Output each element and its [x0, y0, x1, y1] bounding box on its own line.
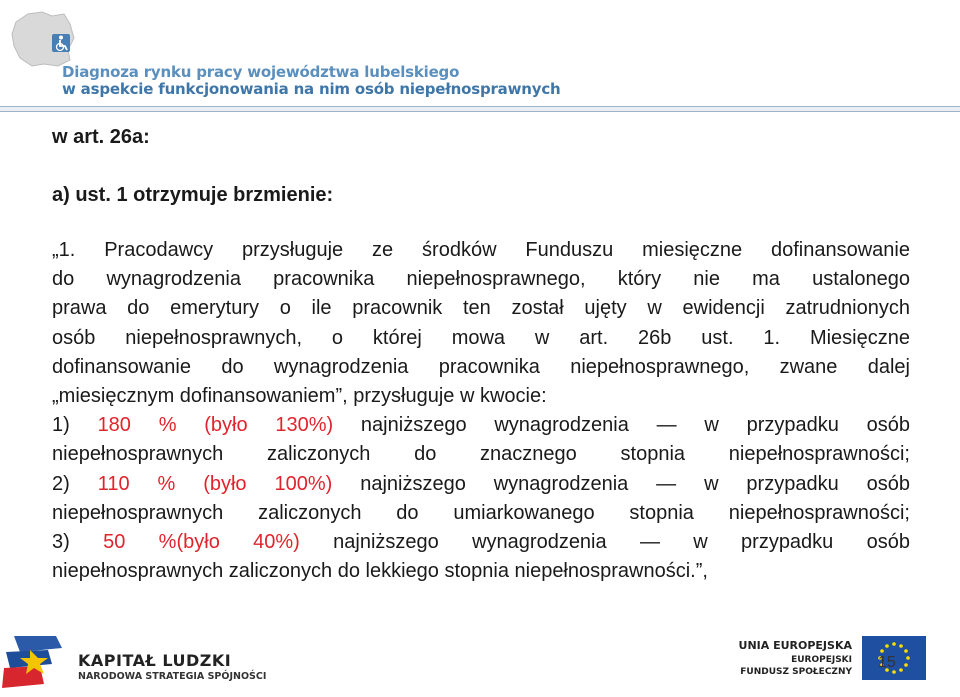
list-item-2-text: najniższego wynagrodzenia — w przypadku osób: [332, 472, 910, 495]
body-line-5: dofinansowanie do wynagrodzenia pracownika niepełnosprawnego, zwane dalej: [52, 355, 910, 378]
kapital-ludzki-title: KAPITAŁ LUDZKI: [78, 651, 232, 670]
list-item-1-rate: 180 % (było 130%): [97, 414, 334, 437]
article-body: [52, 236, 910, 586]
body-line-4: osób niepełnosprawnych, o której mowa w art. 26b ust. 1. Miesięczne: [52, 326, 910, 349]
list-item-2: [52, 470, 910, 499]
heading-article: w art. 26a:: [52, 126, 150, 148]
page-number: 15: [878, 654, 896, 671]
list-item-3-prefix: 3): [52, 531, 104, 554]
list-item-2-continuation: niepełnosprawnych zaliczonych do umiarkowanego stopnia niepełnosprawności;: [52, 501, 910, 524]
list-item-1-text: najniższego wynagrodzenia — w przypadku osób: [333, 414, 911, 437]
eu-label-line1: UNIA EUROPEJSKA: [738, 639, 852, 652]
eu-label-line2: EUROPEJSKI: [791, 655, 852, 665]
list-item-1: [52, 411, 910, 440]
header-title-line2: w aspekcie funkcjonowania na nim osób niepełnosprawnych: [62, 80, 561, 98]
list-item-1-prefix: 1): [52, 414, 98, 437]
header-divider: [0, 106, 960, 112]
poland-map-wheelchair-icon: [8, 8, 78, 70]
header-title-line1: Diagnoza rynku pracy województwa lubelskiego: [62, 63, 460, 81]
list-item-2-previous-rate: było 100%): [209, 472, 333, 495]
eu-label-line3: FUNDUSZ SPOŁECZNY: [740, 667, 852, 677]
list-item-1-continuation: niepełnosprawnych zaliczonych do znacznego stopnia niepełnosprawności;: [52, 443, 910, 466]
kapital-ludzki-subtitle: NARODOWA STRATEGIA SPÓJNOŚCI: [78, 671, 267, 682]
list-item-3: [52, 528, 910, 557]
body-line-3: prawa do emerytury o ile pracownik ten został ujęty w ewidencji zatrudnionych: [52, 297, 910, 320]
body-line-6: „miesięcznym dofinansowaniem”, przysługuje w kwocie:: [52, 385, 547, 408]
list-item-3-text: najniższego wynagrodzenia — w przypadku osób: [299, 531, 910, 554]
list-item-3-continuation: niepełnosprawnych zaliczonych do lekkiego stopnia niepełnosprawności.”,: [52, 560, 708, 583]
body-line-2: do wynagrodzenia pracownika niepełnosprawnego, który nie ma ustalonego: [52, 268, 910, 291]
heading-paragraph: a) ust. 1 otrzymuje brzmienie:: [52, 184, 334, 206]
document-header: [0, 0, 960, 100]
list-item-3-previous-rate: było 40%): [183, 531, 300, 554]
list-item-2-prefix: 2): [52, 472, 98, 495]
body-line-1: „1. Pracodawcy przysługuje ze środków Funduszu miesięczne dofinansowanie: [52, 239, 910, 261]
list-item-3-rate: 50 %(: [103, 531, 184, 554]
list-item-2-rate: 110 % (: [97, 472, 210, 495]
